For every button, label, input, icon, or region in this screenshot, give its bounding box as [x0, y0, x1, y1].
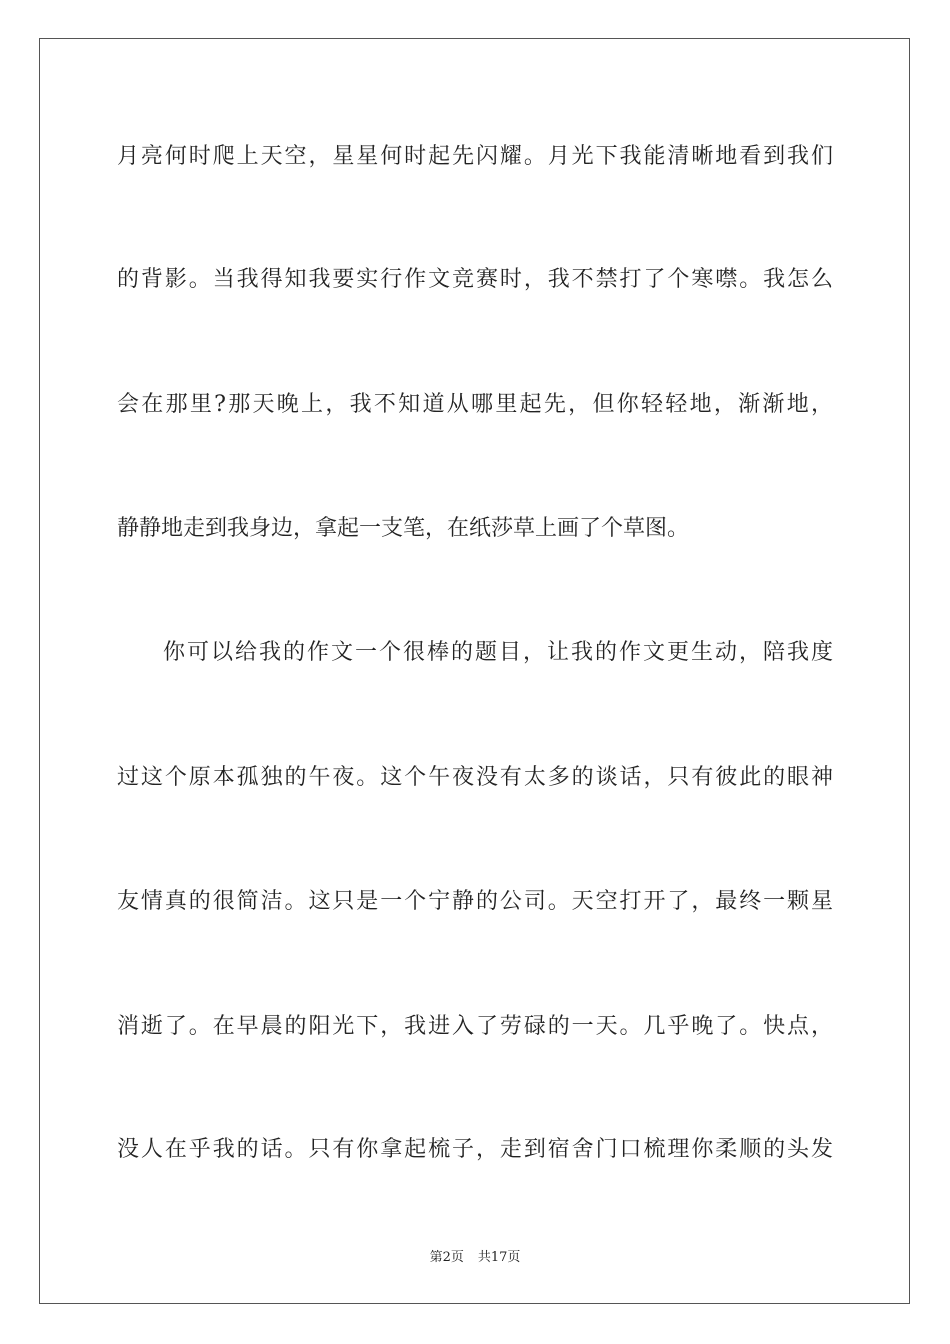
- text-line-3: 会在那里?那天晚上，我不知道从哪里起先，但你轻轻地，渐渐地，: [117, 392, 833, 417]
- text-line-8: 消逝了。在早晨的阳光下，我进入了劳碌的一天。几乎晚了。快点，: [117, 1014, 833, 1039]
- text-line-1: 月亮何时爬上天空，星星何时起先闪耀。月光下我能清晰地看到我们: [117, 144, 833, 169]
- page-number: 第2页: [429, 1250, 464, 1265]
- page-footer: [0, 1246, 950, 1265]
- total-pages: 共17页: [477, 1250, 521, 1265]
- text-line-7: 友情真的很简洁。这只是一个宁静的公司。天空打开了，最终一颗星: [117, 889, 833, 914]
- text-line-6: 过这个原本孤独的午夜。这个午夜没有太多的谈话，只有彼此的眼神: [117, 765, 833, 790]
- text-line-4: 静静地走到我身边，拿起一支笔，在纸莎草上画了个草图。: [117, 516, 690, 541]
- page-frame: [39, 38, 910, 1304]
- text-line-9: 没人在乎我的话。只有你拿起梳子，走到宿舍门口梳理你柔顺的头发: [117, 1137, 833, 1162]
- text-line-5: 你可以给我的作文一个很棒的题目，让我的作文更生动，陪我度: [163, 640, 833, 665]
- text-line-2: 的背影。当我得知我要实行作文竞赛时，我不禁打了个寒噤。我怎么: [117, 267, 833, 292]
